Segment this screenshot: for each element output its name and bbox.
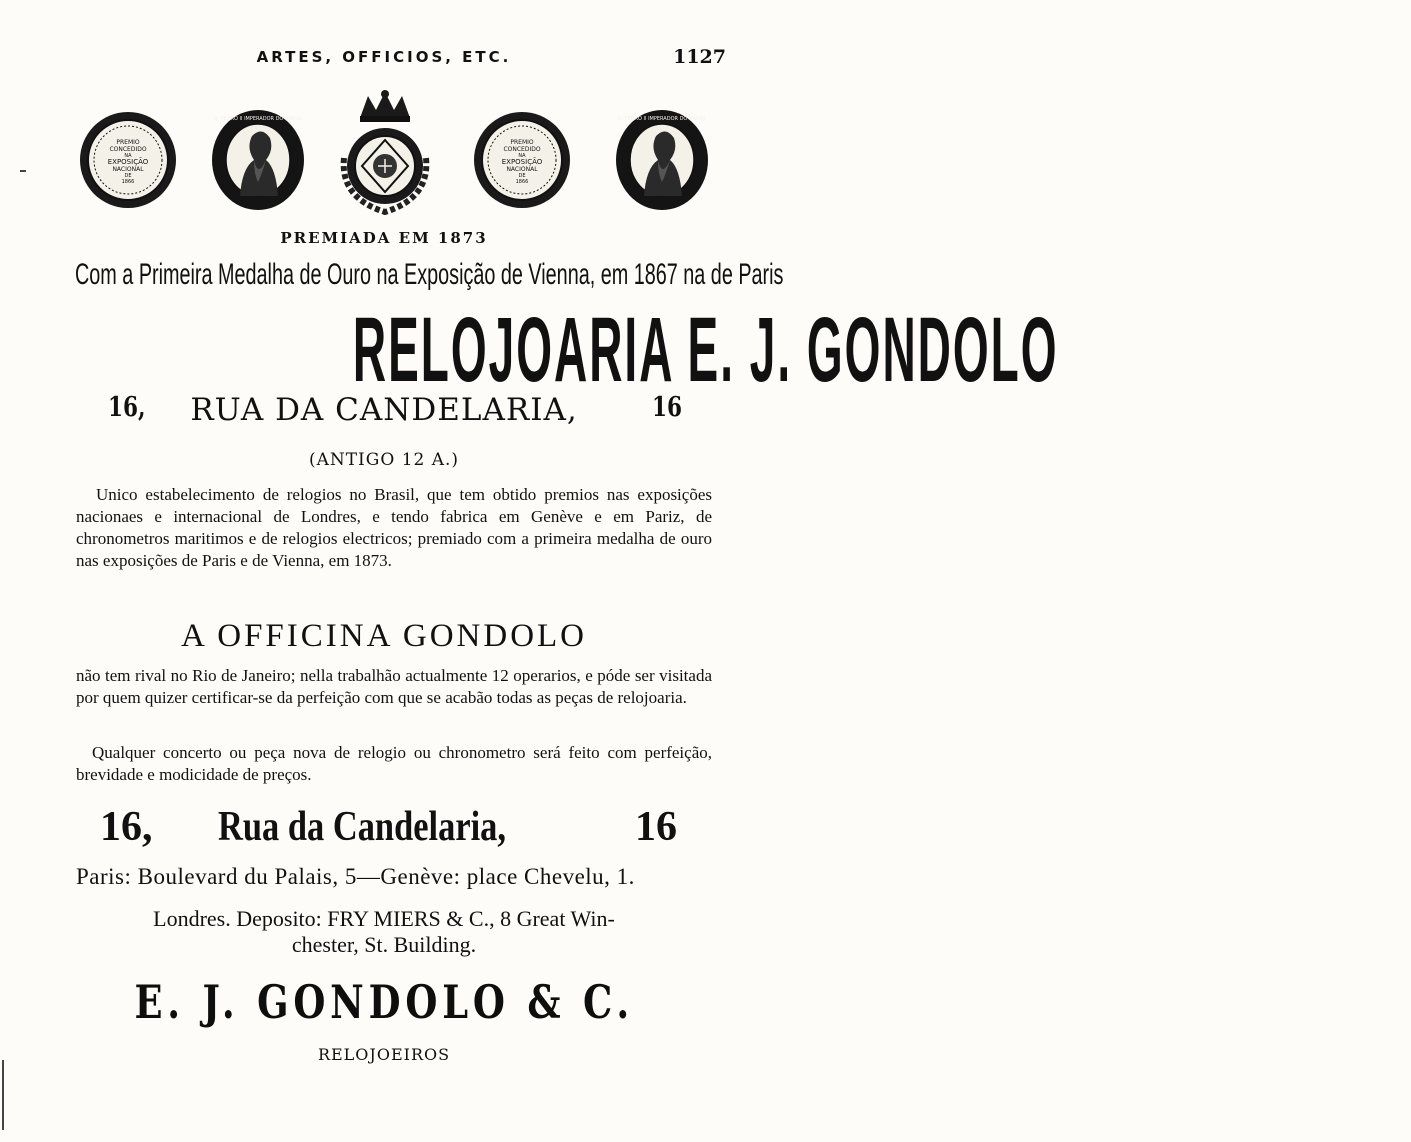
medal-1-line-6: DE bbox=[124, 173, 132, 179]
medals-row bbox=[0, 88, 768, 218]
medal-1-line-3: NA bbox=[124, 153, 132, 159]
medal-1-line-7: 1866 bbox=[121, 179, 135, 185]
large-address-line bbox=[100, 803, 700, 855]
london-deposit-line-1: Londres. Deposito: FRY MIERS & C., 8 Great Win- bbox=[153, 906, 615, 931]
medal-4-line-7: 1866 bbox=[515, 179, 529, 185]
running-title: ARTES, OFFICIOS, ETC. bbox=[256, 48, 512, 66]
portrait-medal-1 bbox=[210, 108, 306, 212]
firm-name-text: E. J. GONDOLO & C. bbox=[134, 975, 634, 1029]
margin-dash bbox=[20, 170, 26, 172]
london-deposit bbox=[0, 906, 768, 958]
imperial-crest-medal bbox=[330, 88, 440, 218]
medal-4-line-6: DE bbox=[518, 173, 526, 179]
exposition-medal-1 bbox=[78, 110, 178, 210]
former-address-note: (ANTIGO 12 A.) bbox=[308, 450, 460, 470]
london-deposit-line-2: chester, St. Building. bbox=[291, 932, 477, 957]
medal-1-line-2: CONCEDIDO bbox=[109, 146, 147, 153]
address-number-right: 16 bbox=[652, 392, 683, 423]
officina-heading: A OFFICINA GONDOLO bbox=[180, 618, 588, 654]
relojoeiros-caption: RELOJOEIROS bbox=[317, 1045, 451, 1064]
address-number-left: 16, bbox=[108, 392, 146, 423]
premiada-heading: PREMIADA EM 1873 bbox=[280, 229, 488, 247]
medal-4-line-1: PREMIO bbox=[510, 139, 534, 146]
medal-2-ring: D. PEDRO II IMPERADOR DO BRASIL bbox=[213, 116, 303, 122]
repairs-paragraph: Qualquer concerto ou peça nova de relogio ou chronometro será feito com perfeição, brevidade e modicidade de preços. bbox=[76, 743, 712, 784]
medal-5-ring: D. PEDRO II IMPERADOR DO BRASIL bbox=[617, 116, 707, 122]
medal-4-line-2: CONCEDIDO bbox=[503, 146, 541, 153]
workshop-paragraph: não tem rival no Rio de Janeiro; nella trabalhão actualmente 12 operarios, e póde ser visitada por quem quizer certificar-se da perfeição com que se acabão todas as peças de relojoaria. bbox=[76, 666, 712, 707]
firm-name bbox=[0, 975, 768, 1029]
establishment-paragraph: Unico estabelecimento de relogios no Brasil, que tem obtido premios nas exposições nacionaes e internacional de Londres, e tendo fabrica em Genève e em Pariz, de chronometros maritimos e de relogios electricos; premiado com a primeira medalha de ouro nas exposições de Paris e de Vienna, em 1873. bbox=[76, 485, 712, 570]
exposition-medal-2 bbox=[472, 110, 572, 210]
page-number: 1127 bbox=[673, 46, 726, 68]
medal-4-line-5: NACIONAL bbox=[506, 166, 538, 173]
medal-4-line-3: NA bbox=[518, 153, 526, 159]
left-edge-rule bbox=[2, 1060, 4, 1130]
medal-4-line-4: EXPOSIÇÃO bbox=[501, 158, 543, 166]
address-row bbox=[0, 392, 768, 436]
portrait-medal-2 bbox=[614, 108, 710, 212]
large-address-number-left: 16, bbox=[100, 804, 153, 850]
shop-name-text: RELOJOARIA E. J. GONDOLO bbox=[352, 299, 1059, 401]
address-street: RUA DA CANDELARIA, bbox=[190, 392, 578, 428]
large-address-street: Rua da Candelaria, bbox=[218, 804, 506, 850]
branch-addresses-line: Paris: Boulevard du Palais, 5—Genève: place Chevelu, 1. bbox=[76, 864, 635, 889]
medal-1-line-1: PREMIO bbox=[116, 139, 140, 146]
large-address-number-right: 16 bbox=[635, 804, 677, 850]
medal-award-line: Com a Primeira Medalha de Ouro na Exposição de Vienna, em 1867 na de Paris bbox=[75, 258, 784, 291]
medal-1-line-4: EXPOSIÇÃO bbox=[107, 158, 149, 166]
shop-name-headline bbox=[0, 299, 1059, 401]
medal-1-line-5: NACIONAL bbox=[112, 166, 144, 173]
